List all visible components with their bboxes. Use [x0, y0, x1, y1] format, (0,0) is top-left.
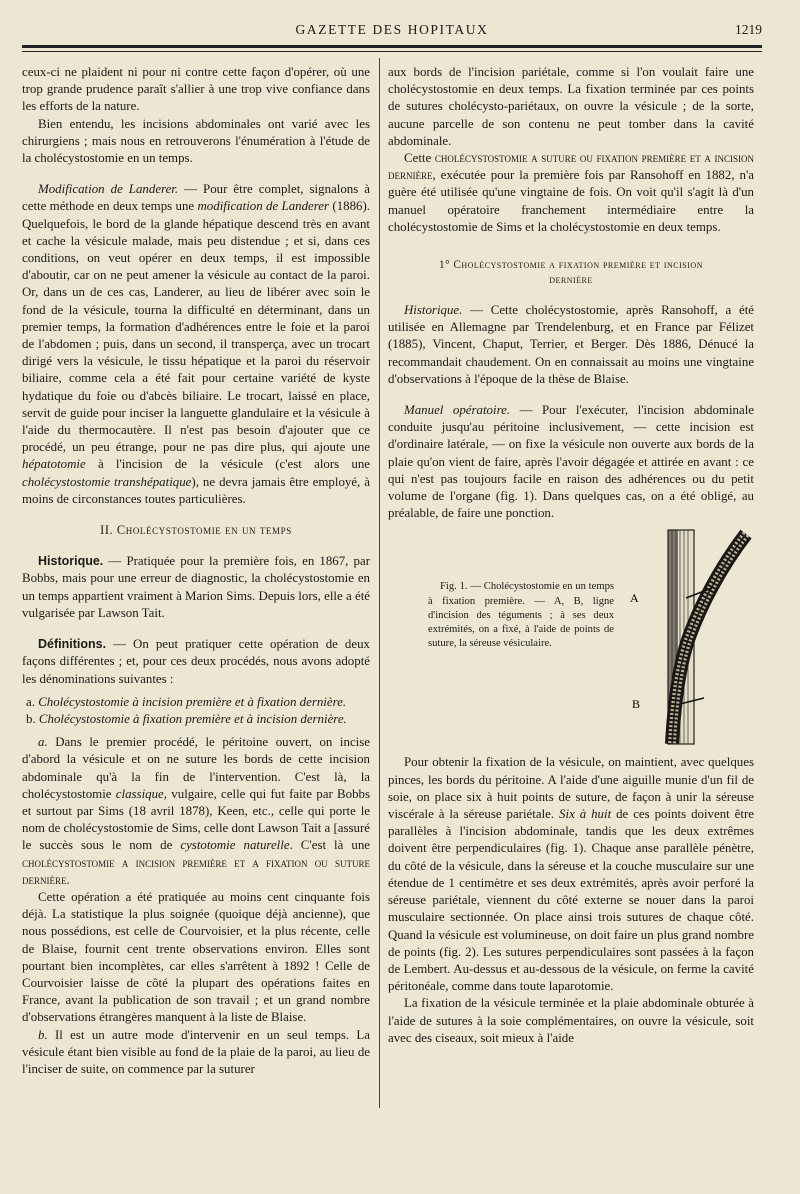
- list-letter: a.: [26, 694, 35, 709]
- italic-run: cholécystostomie transhépatique: [22, 474, 192, 489]
- figure-caption: Fig. 1. — Cholécystostomie en un temps à fixation première. — A, B, ligne d'incision des téguments ; à ses deux extrémités, on a fixé, à l'aide de points de suture, la séreuse vésiculaire.: [428, 581, 614, 650]
- paragraph-lead: Historique.: [404, 303, 463, 318]
- right-column: [388, 64, 754, 1047]
- paragraph-landerer: [22, 181, 370, 508]
- paragraph-manuel: [388, 402, 754, 522]
- subsection-title-cont: dernière: [549, 274, 593, 287]
- text-run: à l'incision de la vésicule (c'est alors une: [85, 457, 370, 472]
- text-run: .: [66, 872, 70, 887]
- header-rule-thin: [22, 51, 762, 52]
- list-text: Cholécystostomie à fixation première et à incision dernière.: [38, 711, 347, 726]
- small-caps-run: cholécystostomie a suture ou fixation première et a incision dernière: [388, 151, 754, 183]
- list-item: [22, 711, 370, 728]
- paragraph: La fixation de la vésicule terminée et la plaie abdominale obturée à l'aide de sutures à la soie complémentaires, on ouvre la vésicule, soit avec des ciseaux, soit mieux à l'aide: [388, 996, 754, 1045]
- list-text: Cholécystostomie à incision première et à fixation dernière.: [38, 694, 347, 709]
- paragraph: Cette opération a été pratiquée au moins cent cinquante fois déjà. La statistique la plus soignée (quoique déjà ancienne), que nous possédions, est celle de Courvoisier, et la plus récente, celle de Blaise, fournit cent trente observations environ. Elles sont pourtant bien incomplètes, car elles s'arrêtent à 1892 ! Celle de Courvoisier laisse de côté la plupart des opérations faites en France, avant la publication de son travail ; et un grand nombre d'observations étrangères manquent à la liste de Blaise.: [22, 889, 370, 1025]
- list-letter: b.: [38, 1027, 48, 1042]
- figure-label-b: B: [632, 697, 641, 712]
- section-title: Cholécystostomie en un temps: [116, 523, 292, 538]
- small-caps-run: cholécystostomie a incision première et a fixation ou suture dernière: [22, 855, 370, 887]
- section-number: II.: [100, 523, 114, 538]
- paragraph-fixation: [388, 754, 754, 995]
- text-run: — Pour l'exécuter, l'incision abdominale conduite jusqu'au péritoine inclusivement, — cette incision est d'ordinaire latérale, — on fixe la vésicule non ouverte aux bords de la plaie qu'on vient de faire, après l'avoir dégagée et attirée en avant : ce qui n'est pas toujours facile en raison des adhérences ou du petit volume de l'organe (fig. 1). Dans quelques cas, on a été obligé, au préalable, de faire une ponction.: [388, 403, 754, 521]
- italic-run: Six à huit: [559, 807, 612, 822]
- text-run: , exécutée pour la première fois par Ransohoff en 1882, n'a guère été utilisée qu'une vingtaine de fois. On voit qu'il s'agit là d'un manuel opératoire franchement intermédiaire entre la cholécystostomie de Sims et la cholécystostomie en deux temps.: [388, 168, 754, 234]
- paragraph-procede-a: [22, 734, 370, 889]
- text-run: Pour obtenir la fixation de la vésicule, on maintient, avec quelques pinces, les bords du péritoine. A l'aide d'une aiguille munie d'un fil de soie, on place six à huit points de suture, de façon à unir la séreuse viscérale à la séreuse pariétale.: [388, 755, 754, 822]
- paragraph-historique: [388, 302, 754, 388]
- column-divider: [379, 58, 380, 1108]
- italic-run: hépatotomie: [22, 457, 86, 472]
- paragraph-definitions: [22, 636, 370, 688]
- text-run: — Cette cholécystostomie, après Ransohoff, a été utilisée en Allemagne par Trendelenburg, et en France par Félizet (1885), Vincent, Chaput, Terrier, et Berger. Dès 1886, Dénucé la recommandait chaudement. On en connaissait au moins une vingtaine d'observations à l'époque de la thèse de Blaise.: [388, 303, 754, 386]
- figure-1: [388, 528, 754, 746]
- paragraph-procede-b: [22, 1027, 370, 1079]
- text-run: , vulgaire, celle qui fut faite par Bobbs et surtout par Sims (18 avril 1878), Keen, etc., celle qui porte le nom de cholécystostomie de Sims, celle dont Lawson Tait a [assuré le succès sous le nom de: [22, 786, 370, 853]
- section-heading: [22, 522, 370, 539]
- paragraph: [388, 150, 754, 236]
- text-run: — On peut pratiquer cette opération de deux façons différentes ; et, pour ces deux procédés, nous avons adopté les dénominations suivantes :: [22, 637, 370, 686]
- text-run: Dans le premier procédé, le péritoine ouvert, on incise d'abord la vésicule et on ne suture les bords de cette incision abdominale qu'à la fin de l'intervention. C'est là, la cholécystostomie: [22, 735, 370, 801]
- running-title: GAZETTE DES HOPITAUX: [295, 22, 489, 37]
- text-run: . C'est là une: [289, 838, 370, 853]
- text-run: (1886). Quelquefois, le bord de la glande hépatique descend très en avant et cache la vésicule malade, mais peu distendue ; et si, dans ces conditions, on veut opérer en deux temps, il est impossible d'aboutir, car on ne peut amener la vésicule au contact de la paroi. Or, dans un de ces cas, Landerer, au lieu de libérer avec soin le fond de la vésicule, tourna la difficulté en déterminant, dans un premier temps, la formation d'adhérences entre le foie et la paroi de l'abdomen ; puis, dans un second, il transperça, avec un trocart dirigé vers la vésicule, le tissu hépatique et la paroi du réservoir biliaire, comme cela a été fait pour certaine variété de kyste hydatique du foie ou d'abcès biliaire. Le trocart, laissé en place, servit de guide pour inciser la languette glandulaire et la vésicule à l'aide du thermocautère. Il n'est pas besoin d'ajouter que ce procédé, un peu étrange, pour ne pas dire plus, qui ajoute une: [22, 199, 371, 455]
- page-header: [22, 22, 762, 44]
- paragraph: ceux-ci ne plaident ni pour ni contre cette façon d'opérer, où une trop grande prudence paraît s'allier à une trop vive confiance dans les efforts de la nature.: [22, 65, 370, 114]
- text-run: de ces points doivent être parallèles à l'incision abdominale, tandis que les deux extrêmes doivent être perpendiculaires (fig. 1). Chaque anse parallèle pénètre, du côté de la vésicule, dans la séreuse et la couche musculaire sur une étendue de 1 centimètre et ses deux extrémités, après avoir perforé la séreuse pariétale, viennent du côté externe se nouer dans la paroi musculaire sectionnée. On place ainsi trois sutures de chaque côté. Quand la vésicule est volumineuse, on doit faire un plus grand nombre de points (fig. 2). Les sutures perpendiculaires sont passées à la façon de Lembert. Au-dessus et au-dessous de la vésicule, on ferme la cavité péritonéale, comme dans toute laparotomie.: [388, 807, 754, 994]
- list-letter: b.: [26, 711, 36, 726]
- page-number: 1219: [735, 22, 762, 37]
- paragraph-lead: Définitions.: [38, 637, 107, 652]
- text-run: — Pratiquée pour la première fois, en 1867, par Bobbs, mais pour une erreur de diagnostic, la cholécystostomie en un temps appartient vraiment à Marion Sims. Depuis lors, elle a été vulgarisée par Lawson Tait.: [22, 554, 370, 620]
- subsection-heading: [388, 258, 754, 288]
- text-run: ), ne devra jamais être employé, à moins de circonstances toutes particulières.: [22, 474, 370, 506]
- paragraph-lead: Historique.: [38, 554, 104, 569]
- gallbladder-illustration: [608, 528, 754, 746]
- italic-run: modification de Landerer: [197, 199, 330, 214]
- header-rule-thick: [22, 45, 762, 48]
- paragraph: Bien entendu, les incisions abdominales ont varié avec les chirurgiens ; mais nous en retrouverons l'énumération à l'étude de la cholécystostomie en un temps.: [22, 116, 370, 166]
- list-letter: a.: [38, 735, 48, 750]
- text-run: Il est un autre mode d'intervenir en un seul temps. La vésicule étant bien visible au fond de la plaie de la paroi, au lieu de l'inciser de suite, on commence par la suturer: [22, 1027, 370, 1076]
- text-run: — Pour être complet, signalons à cette méthode en deux temps une: [22, 182, 370, 214]
- paragraph-lead: Modification de Landerer.: [38, 182, 179, 197]
- italic-run: cystotomie naturelle: [180, 838, 290, 853]
- list-item: [22, 694, 370, 711]
- left-column: [22, 64, 370, 1078]
- figure-label-a: A: [630, 591, 639, 606]
- text-run: Cette: [404, 151, 435, 166]
- italic-run: classique: [115, 786, 164, 801]
- paragraph-historique: [22, 553, 370, 622]
- subsection-title: 1° Cholécystostomie a fixation première et incision: [439, 259, 703, 272]
- paragraph-lead: Manuel opératoire.: [404, 403, 511, 418]
- paragraph: aux bords de l'incision pariétale, comme si l'on voulait faire une cholécystostomie en deux temps. La fixation terminée par ces points de sutures cholécysto-pariétaux, on ouvre la vésicule ; de la sorte, aucune parcelle de son contenu ne peut tomber dans la cavité abdominale.: [388, 65, 754, 148]
